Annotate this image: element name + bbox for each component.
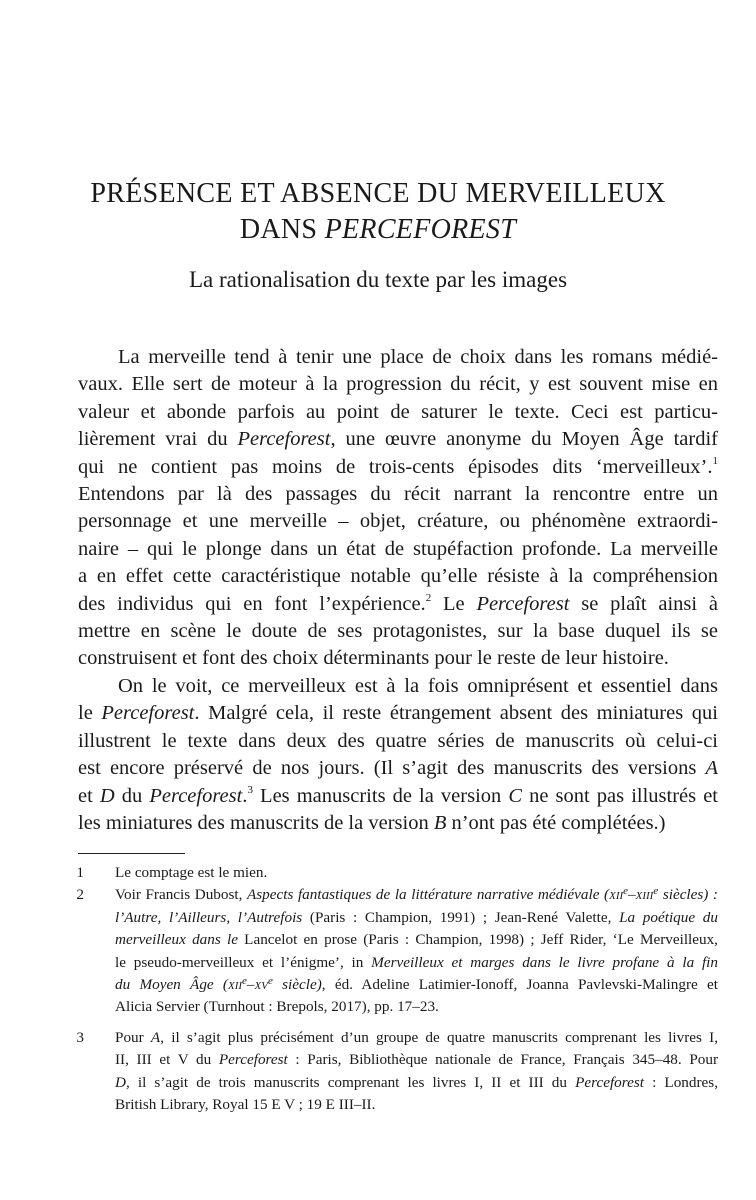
chapter-subtitle [0,265,756,295]
footnote-3 [78,1027,718,1117]
footnote-line: Pour A, il s’agit plus précisément d’un groupe de quatre manuscrits comprenant les livres I, [115,1028,718,1046]
chapter-title-text: PRÉSENCE ET ABSENCE DU MERVEILLEUX [90,178,666,209]
text-line: La merveille tend à tenir une place de choix dans les romans médié- [118,346,718,368]
text-line: et D du Perceforest.$^3$ Les manuscrits de la version C ne sont pas illustrés et [78,783,718,807]
footnote-line: British Library, Royal 15 E V ; 19 E III–II. [115,1096,376,1114]
footnotes [78,862,718,1116]
footnote-number: 2 [76,886,84,904]
footnote-line: le pseudo-merveilleux et l’énigme’, in Merveilleux et marges dans le livre profane à la fin [115,953,718,971]
text-line: a en effet cette caractéristique notable qu’elle résiste à la compréhension [78,565,718,588]
text-line: est encore préservé de nos jours. (Il s’agit des manuscrits des versions A [78,757,718,780]
footnote-line: l’Autre, l’Ailleurs, l’Autrefois (Paris : Champion, 1991) ; Jean-René Valette, La poétique du [115,908,718,926]
text-line: personnage et une merveille – objet, créature, ou phénomène extraordi- [78,510,718,533]
text-line: mettre en scène le doute de ses protagonistes, sur la base duquel ils se [78,619,718,642]
text-line: valeur et abonde parfois au point de saturer le texte. Ceci est particu- [78,400,718,423]
text-line: illustrent le texte dans deux des quatre séries de manuscrits où celui-ci [78,729,718,752]
footnote-line: Voir Francis Dubost, Aspects fantastiques de la littérature narrative médiévale (xii$^e$–xiii$^e$ siècles) : [115,885,718,904]
footnote-line: Alicia Servier (Turnhout : Brepols, 2017), pp. 17–23. [115,998,439,1016]
text-line: On le voit, ce merveilleux est à la fois omniprésent et essentiel dans [118,675,718,697]
footnote-separator [78,853,185,854]
text-line: qui ne contient pas moins de trois-cents épisodes dits ‘merveilleux’.$^1$ [78,454,718,478]
text-line: vaux. Elle sert de moteur à la progression du récit, y est souvent mise en [78,373,718,396]
text-line: le Perceforest. Malgré cela, il reste étrangement absent des miniatures qui [78,702,718,725]
text-line: construisent et font des choix déterminants pour le reste de leur histoire. [78,647,669,670]
chapter-title-work: PERCEFOREST [324,214,517,245]
footnote-ref-1[interactable]: 1 [712,454,718,467]
footnote-ref-3[interactable]: 3 [247,783,253,796]
text-line: naire – qui le plonge dans un état de stupéfaction profonde. La merveille [78,537,718,560]
footnote-line: D, il s’agit de trois manuscrits comprenant les livres I, II et III du Perceforest : Londres, [115,1073,718,1091]
chapter-title-prefix: DANS [239,214,325,245]
footnote-2 [78,884,718,1018]
footnote-line: du Moyen Âge ($xii^e-xv^e$ siècle), éd. Adeline Latimier-Ionoff, Joanna Pavlevski-Malingre et [115,975,718,994]
text-line: lièrement vrai du Perceforest, une œuvre anonyme du Moyen Âge tardif [78,428,718,451]
footnote-1 [78,862,718,884]
chapter-subtitle-text: La rationalisation du texte par les images [188,267,568,292]
footnote-line: II, III et V du Perceforest : Paris, Bibliothèque nationale de France, Français 345–48. Pour [115,1051,719,1069]
footnote-number: 1 [76,864,84,881]
footnote-line: merveilleux dans le Lancelot en prose (Paris : Champion, 1998) ; Jeff Rider, ‘Le Merveilleux, [115,931,718,949]
paragraph-2 [78,673,718,837]
footnote-ref-2[interactable]: 2 [425,591,432,604]
chapter-title-line-1 [0,177,756,211]
text-line: les miniatures des manuscrits de la version B n’ont pas été complétées.) [78,811,666,834]
footnote-line: Le comptage est le mien. [115,864,268,881]
text-line: Entendons par là des passages du récit narrant la rencontre entre un [78,482,718,505]
text-line: des individus qui en font l’expérience.$^2$ Le Perceforest se plaît ainsi à [78,591,718,615]
footnote-number: 3 [76,1028,84,1046]
chapter-title-line-2 [0,213,756,247]
paragraph-1 [78,344,718,673]
